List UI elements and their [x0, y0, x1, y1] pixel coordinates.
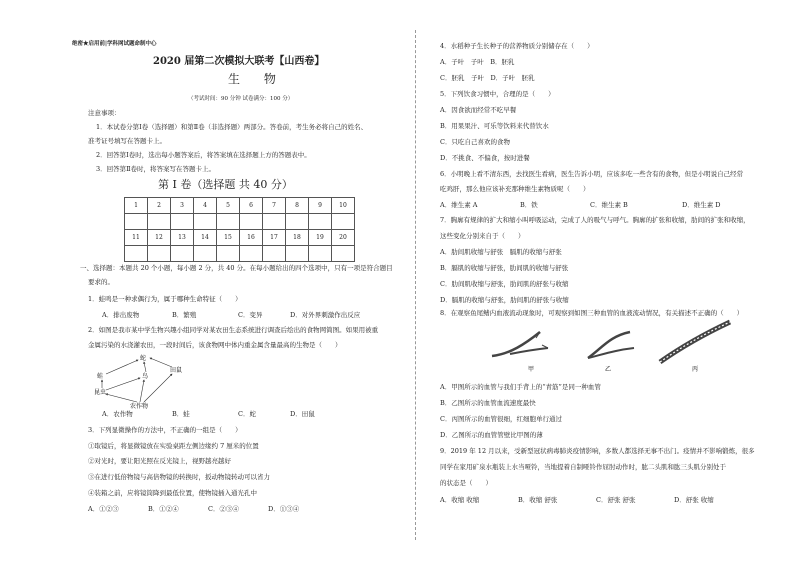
q3-item: ①取镜后，将显微镜放在实验桌距左侧边缘约 7 厘米的位置 — [88, 442, 259, 450]
answer-cell[interactable] — [286, 214, 309, 230]
food-web-arrow — [106, 360, 138, 374]
q2-option-b[interactable]: B．蛙 — [172, 410, 190, 418]
q9-option-a[interactable]: A．收缩 收缩 — [440, 496, 480, 504]
figure-label-jia: 甲 — [528, 366, 535, 373]
q3-item: ③在进行低倍物镜与高倍物镜的转换时，扳动物镜转动可以省力 — [88, 473, 270, 481]
q9-option-c[interactable]: C．舒张 舒张 — [596, 496, 636, 504]
blood-vessel-figure — [490, 318, 740, 373]
answer-cell[interactable] — [171, 246, 194, 262]
answer-cell[interactable] — [148, 214, 171, 230]
section-title: 第 Ⅰ 卷（选择题 共 40 分） — [158, 178, 293, 191]
notes-heading: 注意事项： — [88, 109, 121, 117]
answer-cell[interactable] — [125, 214, 148, 230]
secret-mark: 绝密★启用前|学科网试题命制中心 — [72, 41, 157, 47]
q6-stem-line: 6．小明晚上看不清东西，去找医生看病，医生告诉小明，应该多吃一些含有的食物，但是小明说自己经常 — [440, 170, 744, 178]
food-web-arrow — [106, 394, 137, 402]
q3-item: ④装箱之前，应将镜筒降到最低位置，使物镜插入通光孔中 — [88, 489, 257, 497]
q6-option-a[interactable]: A．维生素 A — [440, 201, 478, 209]
answer-cell[interactable] — [217, 246, 240, 262]
subject-title: 生 物 — [228, 72, 286, 86]
q9-option-d[interactable]: D．舒张 收缩 — [674, 496, 714, 504]
q4-stem: 4．水稻种子生长种子的营养物质分别储存在（ ） — [440, 42, 594, 50]
food-web-arrow — [140, 380, 144, 402]
vessel-bing — [660, 322, 730, 362]
q5-option-d[interactable]: D．不挑食、不偏食，按时进餐 — [440, 154, 530, 162]
q2-stem-line: 金属污染的水浇灌农田，一段时间后，该食物网中体内重金属含量最高的生物是（ ） — [88, 341, 342, 349]
answer-cell-number: 9 — [309, 198, 332, 214]
q7-stem-line: 这些变化分别来自于（ ） — [440, 232, 525, 240]
food-web-arrow — [106, 378, 140, 390]
answer-cell-number: 20 — [332, 230, 355, 246]
q8-option-a[interactable]: A．甲图所示的血管与我们手背上的“青筋”是同一种血管 — [440, 383, 601, 391]
food-web-diagram — [92, 350, 202, 412]
q3-option-a[interactable]: A．①②③ — [88, 505, 119, 513]
q1-stem: 1．蛙鸣是一种求偶行为，属于哪种生命特征（ ） — [88, 295, 242, 303]
q2-stem-line: 2．如图是我市某中学生物兴趣小组同学对某农田生态系统进行调查后绘出的食物网简图。如果用被重 — [88, 326, 379, 334]
answer-cell-number: 12 — [148, 230, 171, 246]
food-web-label: 农作物 — [130, 403, 149, 410]
answer-cell[interactable] — [148, 246, 171, 262]
q3-option-b[interactable]: B．①②④ — [148, 505, 179, 513]
q2-option-a[interactable]: A．农作物 — [102, 410, 133, 418]
food-web-label: 田鼠 — [170, 367, 183, 374]
q5-stem: 5．下列饮食习惯中，合理的是（ ） — [440, 90, 555, 98]
q7-option-b[interactable]: B．膈肌的收缩与舒张，肋间肌的收缩与舒张 — [440, 264, 569, 272]
answer-cell-number: 18 — [286, 230, 309, 246]
q9-stem-line: 9．2019 年 12 月以来，受新型冠状病毒肺炎疫情影响，多数人都选择无事不出门。疫情并不影响锻炼，很多 — [440, 447, 755, 455]
q1-option-b[interactable]: B．繁殖 — [172, 311, 197, 319]
answer-cell-number: 5 — [217, 198, 240, 214]
answer-cell-number: 10 — [332, 198, 355, 214]
answer-cell-number: 11 — [125, 230, 148, 246]
food-web-arrow — [144, 362, 146, 372]
q4-option-ab[interactable]: A．子叶 子叶 B．胚乳 — [440, 58, 515, 66]
answer-cell-number: 16 — [240, 230, 263, 246]
answer-cell[interactable] — [240, 214, 263, 230]
figure-label-bing: 丙 — [692, 366, 699, 373]
table-row — [125, 230, 355, 246]
q5-option-c[interactable]: C．只吃自己喜欢的食物 — [440, 138, 510, 146]
q2-option-d[interactable]: D．田鼠 — [290, 410, 315, 418]
right-column — [420, 0, 794, 562]
food-web-label: 昆虫 — [94, 389, 107, 396]
answer-cell[interactable] — [332, 214, 355, 230]
q9-option-b[interactable]: B．收缩 舒张 — [518, 496, 558, 504]
answer-cell[interactable] — [286, 246, 309, 262]
q8-option-d[interactable]: D．乙图所示的血管管壁比甲图的薄 — [440, 431, 543, 439]
note-item: 1．本试卷分第Ⅰ卷（选择题）和第Ⅱ卷（非选择题）两部分。答卷前，考生务必将自己的姓名、 — [96, 123, 368, 131]
table-row — [125, 214, 355, 230]
food-web-arrow — [144, 374, 172, 402]
q6-option-c[interactable]: C．维生素 B — [590, 201, 628, 209]
q8-stem: 8．在观察鱼尾鳍内血液流动现象时，可观察到如图三种血管的血液流动情况，有关描述不正确的（ ） — [440, 309, 744, 317]
q7-option-a[interactable]: A．肋间肌收缩与舒张 膈肌的收缩与舒张 — [440, 248, 562, 256]
vessel-yi — [588, 332, 634, 358]
answer-cell-number: 15 — [217, 230, 240, 246]
answer-cell[interactable] — [240, 246, 263, 262]
answer-cell-number: 6 — [240, 198, 263, 214]
table-row — [125, 198, 355, 214]
answer-cell-number: 19 — [309, 230, 332, 246]
figure-label-yi: 乙 — [605, 366, 612, 373]
q3-option-c[interactable]: C．②③④ — [208, 505, 239, 513]
answer-cell-number: 1 — [125, 198, 148, 214]
answer-cell[interactable] — [194, 214, 217, 230]
food-web-arrow — [150, 358, 172, 367]
instructions-line: 一、选择题：本题共 20 个小题，每小题 2 分，共 40 分。在每小题给出的四个选项中，只有一项是符合题目 — [80, 264, 393, 272]
instructions-line: 要求的。 — [88, 278, 114, 286]
q9-stem-line: 同学在家用矿泉水瓶装上水当哑铃，当地提着自制哑铃作屈肘动作时，肱二头肌和肱三头肌分别处于 — [440, 463, 726, 471]
answer-cell[interactable] — [263, 246, 286, 262]
answer-table — [124, 197, 355, 262]
answer-cell-number: 7 — [263, 198, 286, 214]
q7-option-d[interactable]: D．膈肌的收缩与舒张，肋间肌的舒张与收缩 — [440, 296, 569, 304]
answer-cell[interactable] — [309, 214, 332, 230]
q6-option-b[interactable]: B．铁 — [520, 201, 538, 209]
exam-title: 2020 届第二次模拟大联考【山西卷】 — [153, 56, 325, 67]
q4-option-cd[interactable]: C．胚乳 子叶 D．子叶 胚乳 — [440, 74, 535, 82]
q2-option-c[interactable]: C．蛇 — [238, 410, 256, 418]
q1-option-a[interactable]: A．排出废物 — [102, 311, 140, 319]
answer-cell-number: 2 — [148, 198, 171, 214]
vessel-jia — [492, 332, 548, 356]
food-web-label: 鸟 — [142, 373, 149, 380]
answer-cell[interactable] — [194, 246, 217, 262]
answer-cell-number: 13 — [171, 230, 194, 246]
answer-cell[interactable] — [217, 214, 240, 230]
answer-cell[interactable] — [125, 246, 148, 262]
q3-item: ②对光时，要让阳光照在反光镜上，视野越亮越好 — [88, 457, 231, 465]
q7-stem-line: 7．胸廓有规律的扩大和缩小叫呼吸运动，完成了人的吸气与呼气。胸廓的扩张和收缩，肋间的扩张和收缩， — [440, 216, 750, 224]
q1-option-c[interactable]: C．变异 — [238, 311, 263, 319]
note-item: 准考证号填写在答题卡上。 — [88, 137, 166, 145]
q8-option-b[interactable]: B．乙图所示的血管血流速度最快 — [440, 399, 536, 407]
q7-option-c[interactable]: C．肋间肌收缩与舒张，肋间肌的舒张与收缩 — [440, 280, 569, 288]
note-item: 3．回答第Ⅱ卷时，将答案写在答题卡上。 — [96, 165, 216, 173]
q5-option-a[interactable]: A．因食欲而经常不吃早餐 — [440, 106, 517, 114]
q1-option-d[interactable]: D．对外界刺激作出反应 — [290, 311, 361, 319]
q6-option-d[interactable]: D．维生素 D — [682, 201, 721, 209]
q6-stem-line: 吃鸡肝，那么他应该补充那种维生素物质呢（ ） — [440, 185, 590, 193]
answer-cell-number: 8 — [286, 198, 309, 214]
q5-option-b[interactable]: B．用果果汁、可乐等饮料来代替饮水 — [440, 122, 549, 130]
q3-stem: 3．下列显微操作的方法中，不正确的一组是（ ） — [88, 426, 242, 434]
q9-stem-line: 的状态是（ ） — [440, 479, 492, 487]
food-web-label: 蛙 — [97, 373, 104, 380]
q8-option-c[interactable]: C．丙图所示的血管很细，红细胞单行通过 — [440, 415, 562, 423]
answer-cell[interactable] — [171, 214, 194, 230]
answer-cell-number: 17 — [263, 230, 286, 246]
table-row — [125, 246, 355, 262]
answer-cell[interactable] — [309, 246, 332, 262]
answer-cell[interactable] — [332, 246, 355, 262]
answer-cell-number: 3 — [171, 198, 194, 214]
answer-cell-number: 14 — [194, 230, 217, 246]
answer-cell[interactable] — [263, 214, 286, 230]
q3-option-d[interactable]: D．①③④ — [268, 505, 300, 513]
answer-cell-number: 4 — [194, 198, 217, 214]
note-item: 2．回答第Ⅰ卷时，选出每小题答案后，将答案填在选择题上方的答题表中。 — [96, 151, 311, 159]
food-web-label: 蛇 — [140, 355, 147, 362]
exam-info: （考试时间：90 分钟 试卷满分：100 分） — [188, 96, 294, 102]
